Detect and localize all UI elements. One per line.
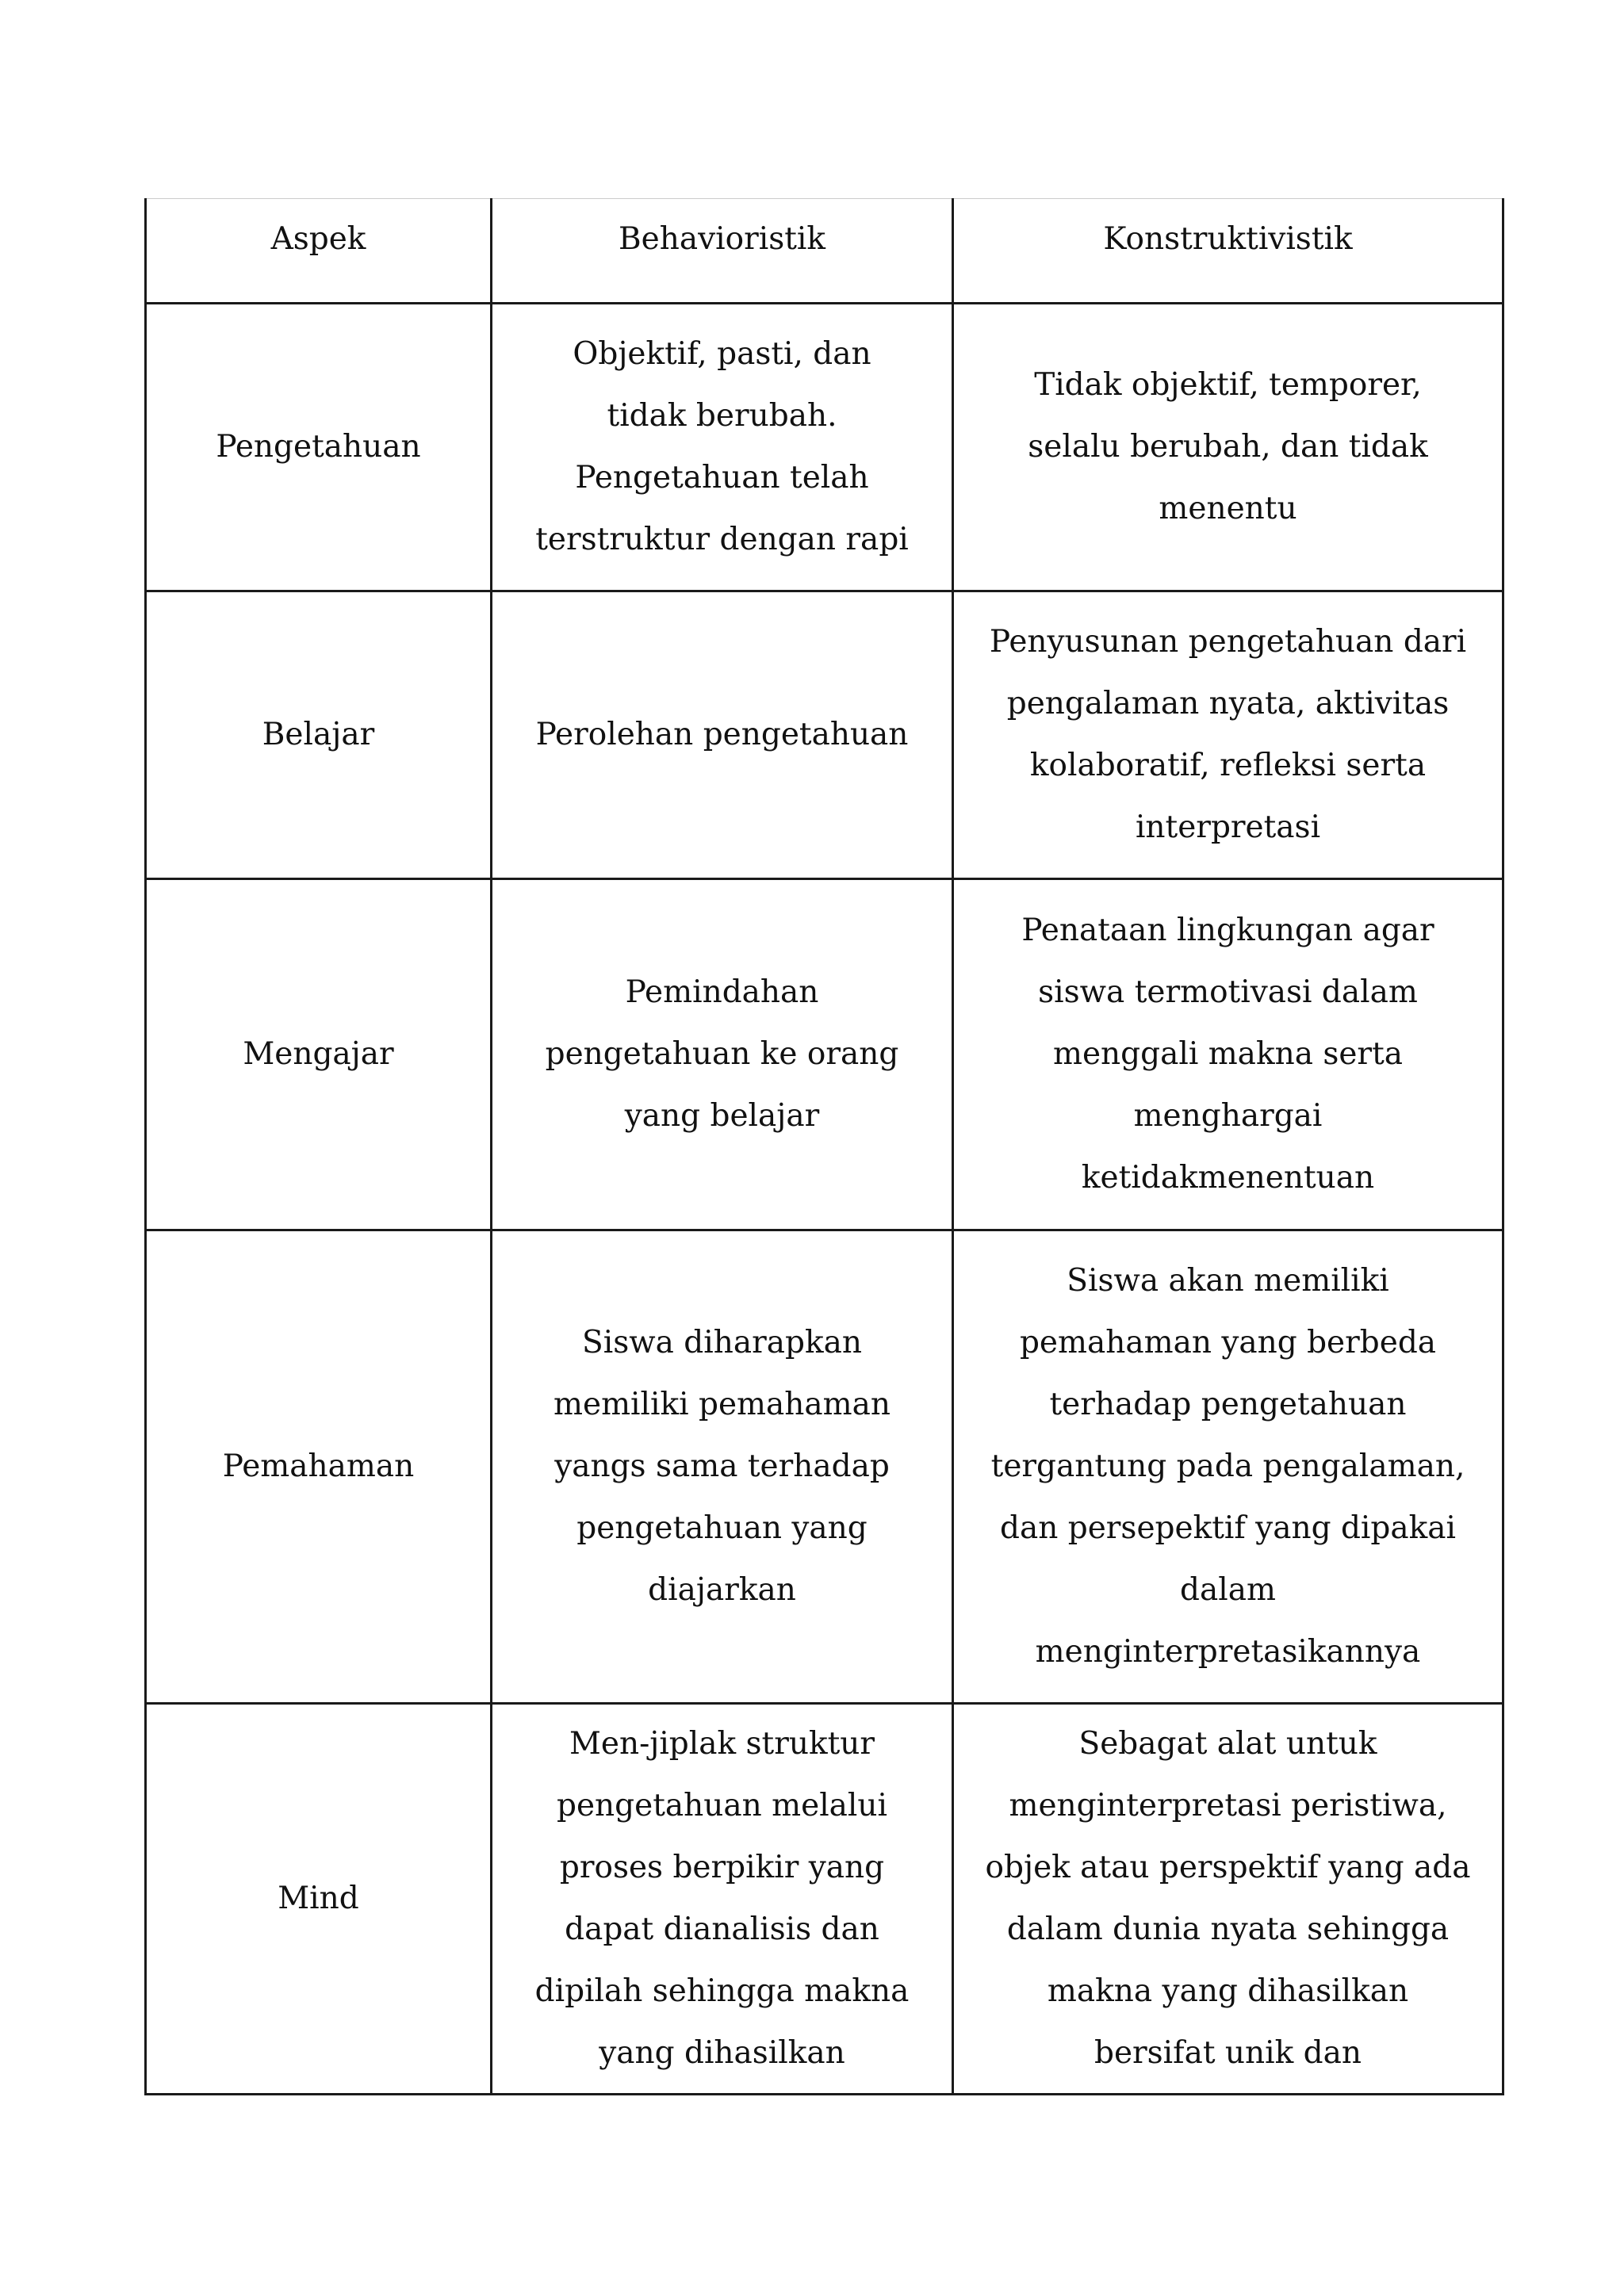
table-row — [146, 591, 1503, 879]
cell-konstruktivistik: Penataan lingkungan agar siswa termotivasi dalam menggali makna serta menghargai ketidakmenentuan — [953, 879, 1503, 1230]
cell-konstruktivistik: Siswa akan memiliki pemahaman yang berbeda terhadap pengetahuan tergantung pada pengalaman, dan persepektif yang dipakai dalam menginterpretasikannya — [953, 1230, 1503, 1704]
cell-konstruktivistik: Tidak objektif, temporer, selalu berubah, dan tidak menentu — [953, 304, 1503, 591]
cell-aspect: Pemahaman — [146, 1230, 492, 1704]
cell-aspect: Pengetahuan — [146, 304, 492, 591]
header-row — [146, 199, 1503, 304]
header-aspek: Aspek — [146, 199, 492, 304]
cell-behavioristik: Pemindahan pengetahuan ke orang yang belajar — [492, 879, 953, 1230]
table-row — [146, 1704, 1503, 2095]
header-behavioristik: Behavioristik — [492, 199, 953, 304]
table-header — [146, 199, 1503, 304]
cell-behavioristik: Siswa diharapkan memiliki pemahaman yangs sama terhadap pengetahuan yang diajarkan — [492, 1230, 953, 1704]
cell-aspect: Belajar — [146, 591, 492, 879]
cell-behavioristik: Perolehan pengetahuan — [492, 591, 953, 879]
table-row — [146, 304, 1503, 591]
table-row — [146, 1230, 1503, 1704]
header-konstruktivistik: Konstruktivistik — [953, 199, 1503, 304]
comparison-table — [144, 198, 1504, 2095]
table-row — [146, 879, 1503, 1230]
cell-behavioristik: Objektif, pasti, dan tidak berubah. Pengetahuan telah terstruktur dengan rapi — [492, 304, 953, 591]
table-body — [146, 304, 1503, 2095]
cell-konstruktivistik: Penyusunan pengetahuan dari pengalaman nyata, aktivitas kolaboratif, refleksi serta interpretasi — [953, 591, 1503, 879]
cell-aspect: Mengajar — [146, 879, 492, 1230]
cell-aspect: Mind — [146, 1704, 492, 2095]
cell-behavioristik: Men-jiplak struktur pengetahuan melalui proses berpikir yang dapat dianalisis dan dipilah sehingga makna yang dihasilkan — [492, 1704, 953, 2095]
cell-konstruktivistik: Sebagat alat untuk menginterpretasi peristiwa, objek atau perspektif yang ada dalam dunia nyata sehingga makna yang dihasilkan bersifat unik dan — [953, 1704, 1503, 2095]
